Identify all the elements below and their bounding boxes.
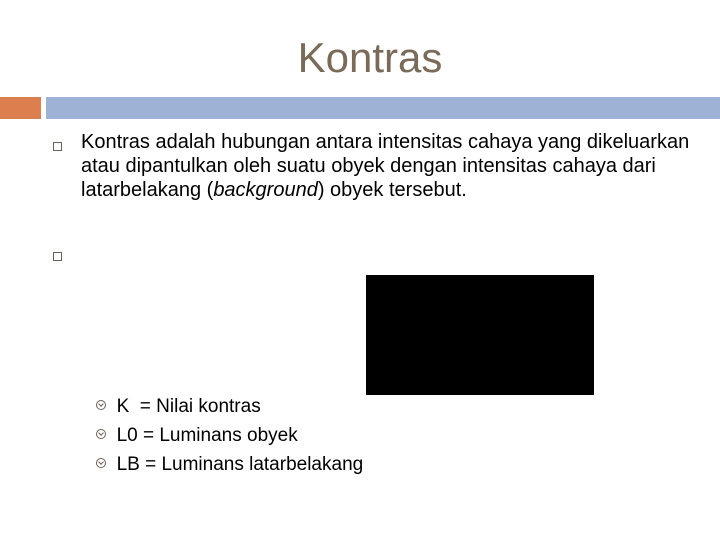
formula-image: [366, 275, 594, 395]
paragraph-text-end: ) obyek tersebut.: [317, 179, 467, 201]
list-item: [85, 371, 261, 417]
list-item-text: K = Nilai kontras: [116, 396, 261, 417]
paragraph-text: Kontras adalah hubungan antara intensitas cahaya yang dikeluarkan atau dipantulkan oleh suatu obyek dengan intensitas cahaya dari latarbelakang (: [81, 131, 690, 201]
list-item: [85, 429, 364, 475]
square-bullet-icon: [53, 142, 62, 151]
paragraph-italic-term: background: [213, 179, 318, 201]
slide-title: Kontras: [297, 34, 443, 81]
circle-chevron-icon: [96, 458, 106, 468]
list-item-text: L0 = Luminans obyek: [116, 425, 298, 446]
header-divider-bar: [46, 97, 720, 119]
list-item: [85, 400, 298, 446]
definition-paragraph: [81, 130, 696, 202]
square-bullet-icon: [53, 252, 62, 261]
header-accent-bar: [0, 97, 41, 119]
list-item-text: LB = Luminans latarbelakang: [116, 454, 364, 475]
